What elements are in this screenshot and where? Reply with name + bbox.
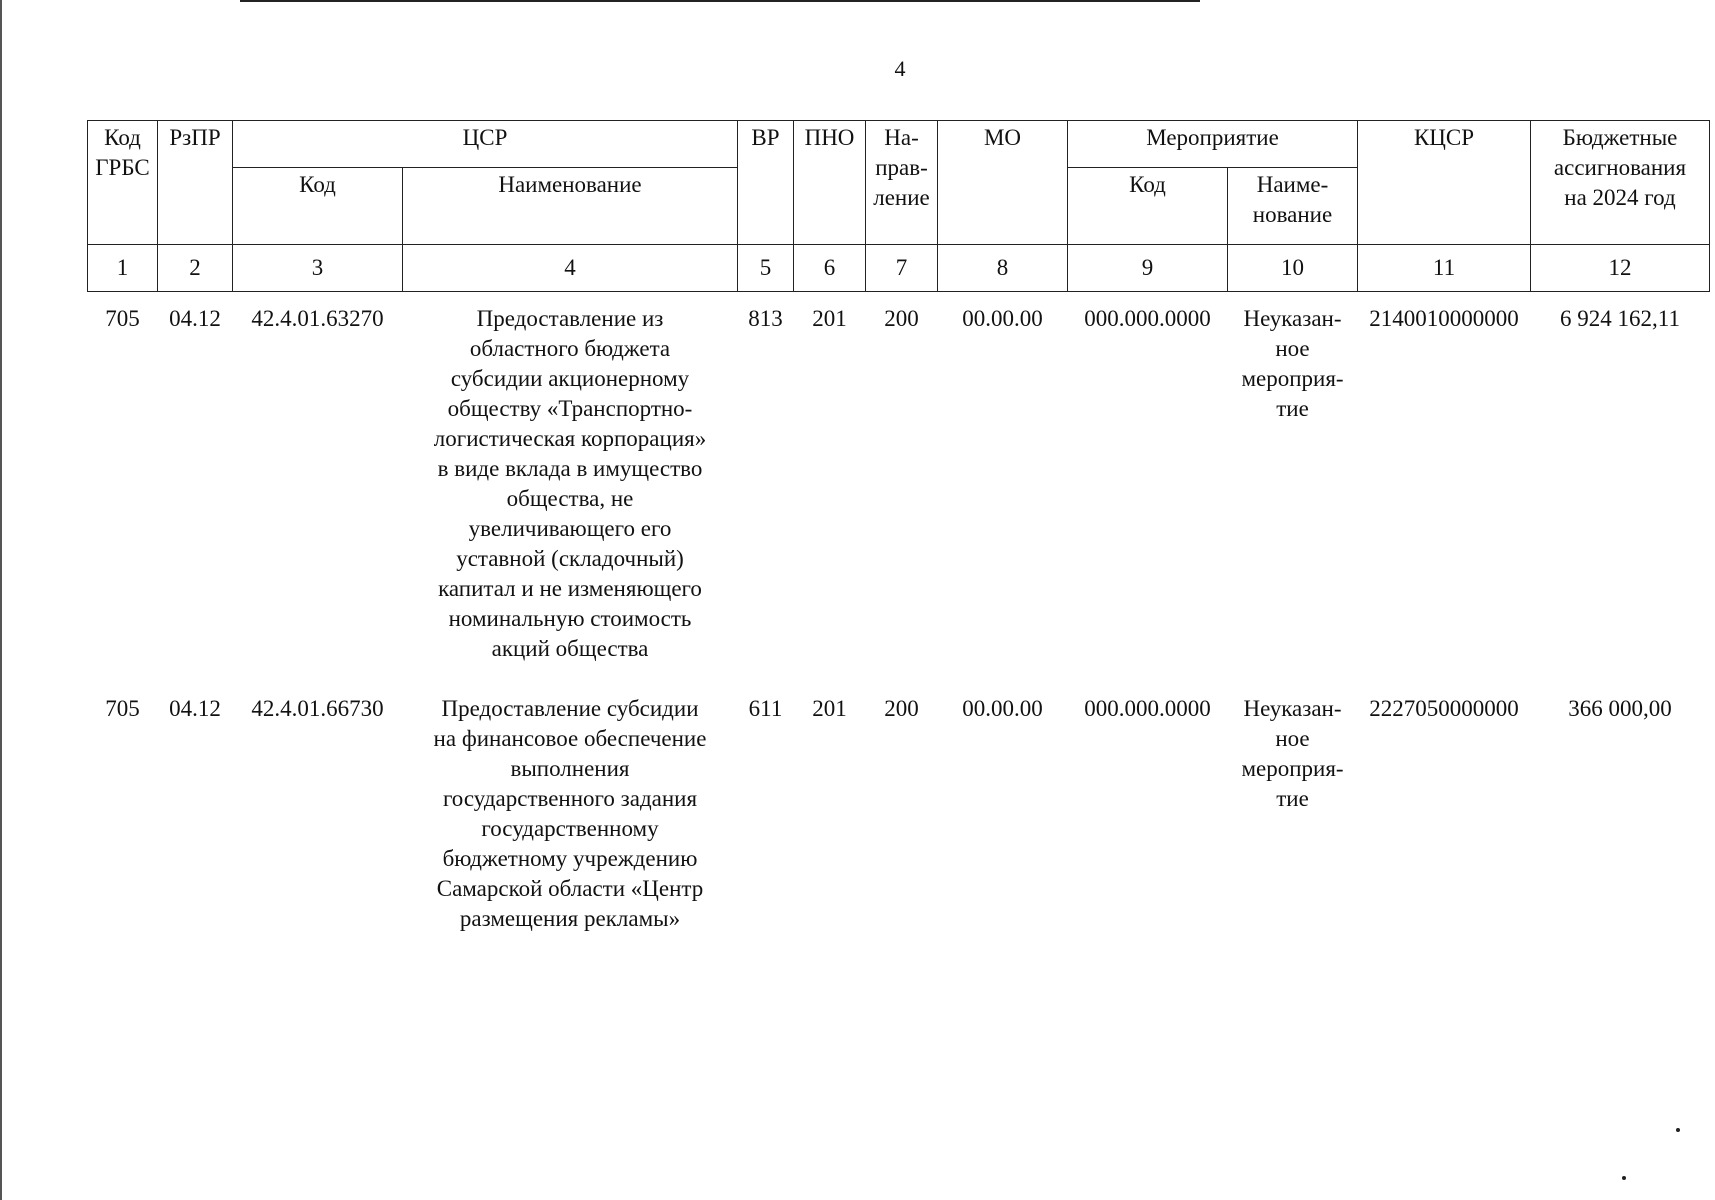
cell-kod-grbs: 705 [105, 696, 140, 721]
header-csr-kod: Код [233, 168, 403, 245]
page-number: 4 [894, 56, 906, 81]
header-kod-grbs: Код ГРБС [88, 121, 158, 245]
cell-kcsr: 2227050000000 [1369, 696, 1519, 721]
scan-edge [0, 0, 2, 1200]
header-mo: МО [938, 121, 1068, 245]
cell-csr-kod: 42.4.01.66730 [251, 696, 384, 721]
header-meropriyatie: Мероприятие [1068, 121, 1358, 168]
header-mer-kod: Код [1068, 168, 1228, 245]
cell-mo: 00.00.00 [962, 306, 1043, 331]
header-kcsr: КЦСР [1358, 121, 1531, 245]
column-number: 10 [1228, 245, 1358, 292]
cell-csr-kod: 42.4.01.63270 [251, 306, 384, 331]
cell-mer-kod: 000.000.0000 [1084, 696, 1211, 721]
cell-mo: 00.00.00 [962, 696, 1043, 721]
cell-napravlenie: 200 [884, 696, 919, 721]
column-number: 4 [403, 245, 738, 292]
table-row [88, 682, 1710, 952]
column-number: 5 [738, 245, 794, 292]
cell-csr-name: Предоставление субсидии на финансовое обеспечение выполнения государственного задания государственному бюджетному учреждению Самарской области «Центр размещения рекламы» [433, 696, 707, 931]
cell-budget: 366 000,00 [1568, 696, 1672, 721]
cell-rzpr: 04.12 [169, 696, 221, 721]
column-number: 1 [88, 245, 158, 292]
column-number: 6 [794, 245, 866, 292]
cell-mer-name: Неуказан- ное мероприя- тие [1241, 306, 1344, 421]
column-number: 11 [1358, 245, 1531, 292]
header-pno: ПНО [794, 121, 866, 245]
column-number: 3 [233, 245, 403, 292]
column-number: 2 [158, 245, 233, 292]
column-number: 8 [938, 245, 1068, 292]
header-budget: Бюджетные ассигнования на 2024 год [1531, 121, 1710, 245]
header-napravlenie: На- прав- ление [866, 121, 938, 245]
cell-budget: 6 924 162,11 [1560, 306, 1680, 331]
cell-vr: 611 [748, 696, 783, 721]
scan-speck [1676, 1128, 1680, 1132]
cell-pno: 201 [812, 306, 847, 331]
column-number-row [88, 245, 1710, 292]
header-rzpr: РзПР [158, 121, 233, 245]
scan-speck [1622, 1176, 1626, 1180]
cell-kcsr: 2140010000000 [1369, 306, 1519, 331]
cell-pno: 201 [812, 696, 847, 721]
column-number: 7 [866, 245, 938, 292]
header-csr: ЦСР [233, 121, 738, 168]
cell-kod-grbs: 705 [105, 306, 140, 331]
header-csr-name: Наименование [403, 168, 738, 245]
table-row [88, 292, 1710, 683]
column-number: 9 [1068, 245, 1228, 292]
cell-mer-name: Неуказан- ное мероприя- тие [1241, 696, 1344, 811]
cell-csr-name: Предоставление из областного бюджета субсидии акционерному обществу «Транспортно- логистическая корпорация» в виде вклада в имущество общества, не увеличивающего его уставной (складочный) капитал и не изменяющего номинальную стоимость акций общества [433, 306, 707, 661]
cell-napravlenie: 200 [884, 306, 919, 331]
header-row-1 [88, 121, 1710, 168]
cell-vr: 813 [748, 306, 783, 331]
scan-top-line [240, 0, 1200, 2]
header-mer-name: Наиме- нование [1228, 168, 1358, 245]
cell-mer-kod: 000.000.0000 [1084, 306, 1211, 331]
column-number: 12 [1531, 245, 1710, 292]
header-vr: ВР [738, 121, 794, 245]
cell-rzpr: 04.12 [169, 306, 221, 331]
budget-table [87, 120, 1710, 952]
